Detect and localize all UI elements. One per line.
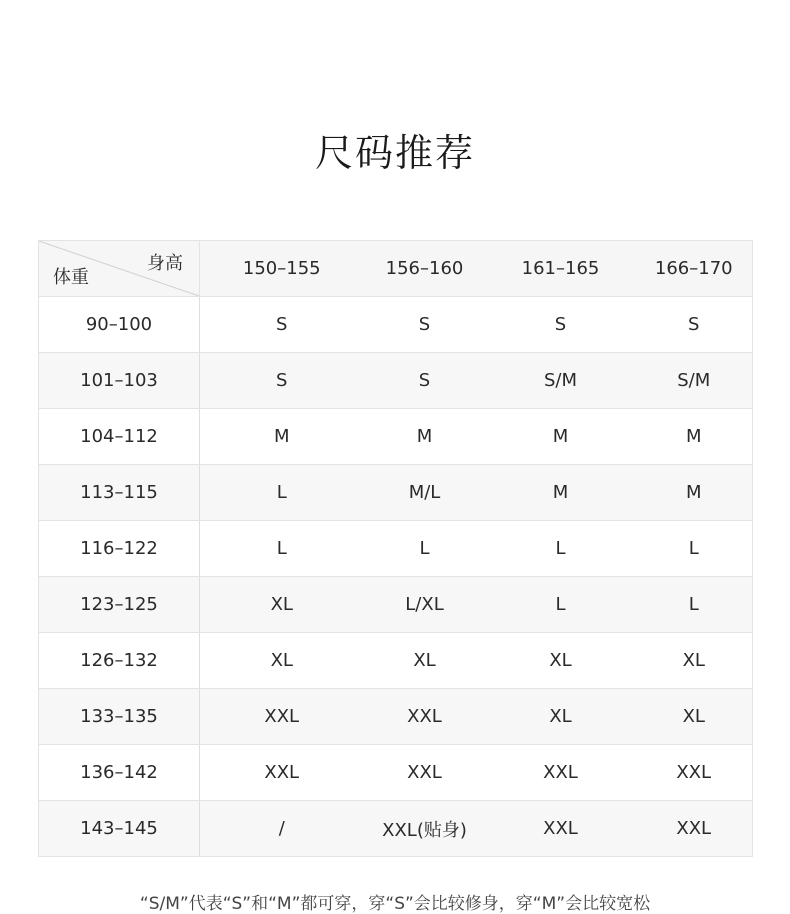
size-cell: S xyxy=(364,353,486,409)
size-cell: L/XL xyxy=(364,577,486,633)
size-cell: XXL xyxy=(486,745,636,801)
size-cell: XL xyxy=(200,577,364,633)
size-cell: M xyxy=(486,465,636,521)
size-cell: XXL xyxy=(486,801,636,857)
size-cell: XXL xyxy=(200,745,364,801)
size-cell: L xyxy=(486,577,636,633)
size-cell: XXL xyxy=(364,745,486,801)
size-cell: XL xyxy=(364,633,486,689)
size-cell: L xyxy=(200,465,364,521)
size-cell: S xyxy=(200,297,364,353)
size-cell: S/M xyxy=(486,353,636,409)
table-row xyxy=(39,801,753,857)
height-column-header: 166–170 xyxy=(636,241,753,297)
size-cell: M xyxy=(486,409,636,465)
size-cell: S xyxy=(636,297,753,353)
weight-cell: 126–132 xyxy=(39,633,200,689)
page-title: 尺码推荐 xyxy=(314,131,475,175)
size-cell: S xyxy=(364,297,486,353)
table-row xyxy=(39,521,753,577)
size-cell: XL xyxy=(486,633,636,689)
size-cell: XL xyxy=(486,689,636,745)
size-cell: XXL xyxy=(636,745,753,801)
table-row xyxy=(39,353,753,409)
size-cell: XXL xyxy=(364,689,486,745)
table-row xyxy=(39,409,753,465)
size-cell: XXL xyxy=(636,801,753,857)
weight-cell: 116–122 xyxy=(39,521,200,577)
table-header-row xyxy=(39,241,753,297)
size-cell: S xyxy=(200,353,364,409)
table-row xyxy=(39,465,753,521)
weight-cell: 90–100 xyxy=(39,297,200,353)
size-cell: / xyxy=(200,801,364,857)
size-cell: XXL xyxy=(200,689,364,745)
corner-header-cell xyxy=(39,241,200,297)
weight-cell: 136–142 xyxy=(39,745,200,801)
weight-cell: 101–103 xyxy=(39,353,200,409)
size-cell: XL xyxy=(200,633,364,689)
table-row xyxy=(39,745,753,801)
size-recommendation-table xyxy=(38,240,753,857)
size-cell: XXL(贴身) xyxy=(364,801,486,857)
weight-axis-label: 体重 xyxy=(53,267,89,288)
height-axis-label: 身高 xyxy=(147,253,183,274)
size-cell: M/L xyxy=(364,465,486,521)
table-row xyxy=(39,577,753,633)
size-cell: L xyxy=(364,521,486,577)
weight-cell: 133–135 xyxy=(39,689,200,745)
size-footnote: “S/M”代表“S”和“M”都可穿，穿“S”会比较修身，穿“M”会比较宽松 xyxy=(139,894,651,914)
size-cell: M xyxy=(200,409,364,465)
size-cell: S xyxy=(486,297,636,353)
size-cell: M xyxy=(364,409,486,465)
table-row xyxy=(39,689,753,745)
weight-cell: 113–115 xyxy=(39,465,200,521)
size-cell: XL xyxy=(636,633,753,689)
size-cell: L xyxy=(636,521,753,577)
size-cell: L xyxy=(636,577,753,633)
size-cell: S/M xyxy=(636,353,753,409)
size-cell: M xyxy=(636,465,753,521)
size-cell: M xyxy=(636,409,753,465)
weight-cell: 123–125 xyxy=(39,577,200,633)
height-column-header: 156–160 xyxy=(364,241,486,297)
size-cell: L xyxy=(200,521,364,577)
size-cell: XL xyxy=(636,689,753,745)
weight-cell: 104–112 xyxy=(39,409,200,465)
weight-cell: 143–145 xyxy=(39,801,200,857)
size-cell: L xyxy=(486,521,636,577)
table-row xyxy=(39,297,753,353)
height-column-header: 150–155 xyxy=(200,241,364,297)
height-column-header: 161–165 xyxy=(486,241,636,297)
table-row xyxy=(39,633,753,689)
